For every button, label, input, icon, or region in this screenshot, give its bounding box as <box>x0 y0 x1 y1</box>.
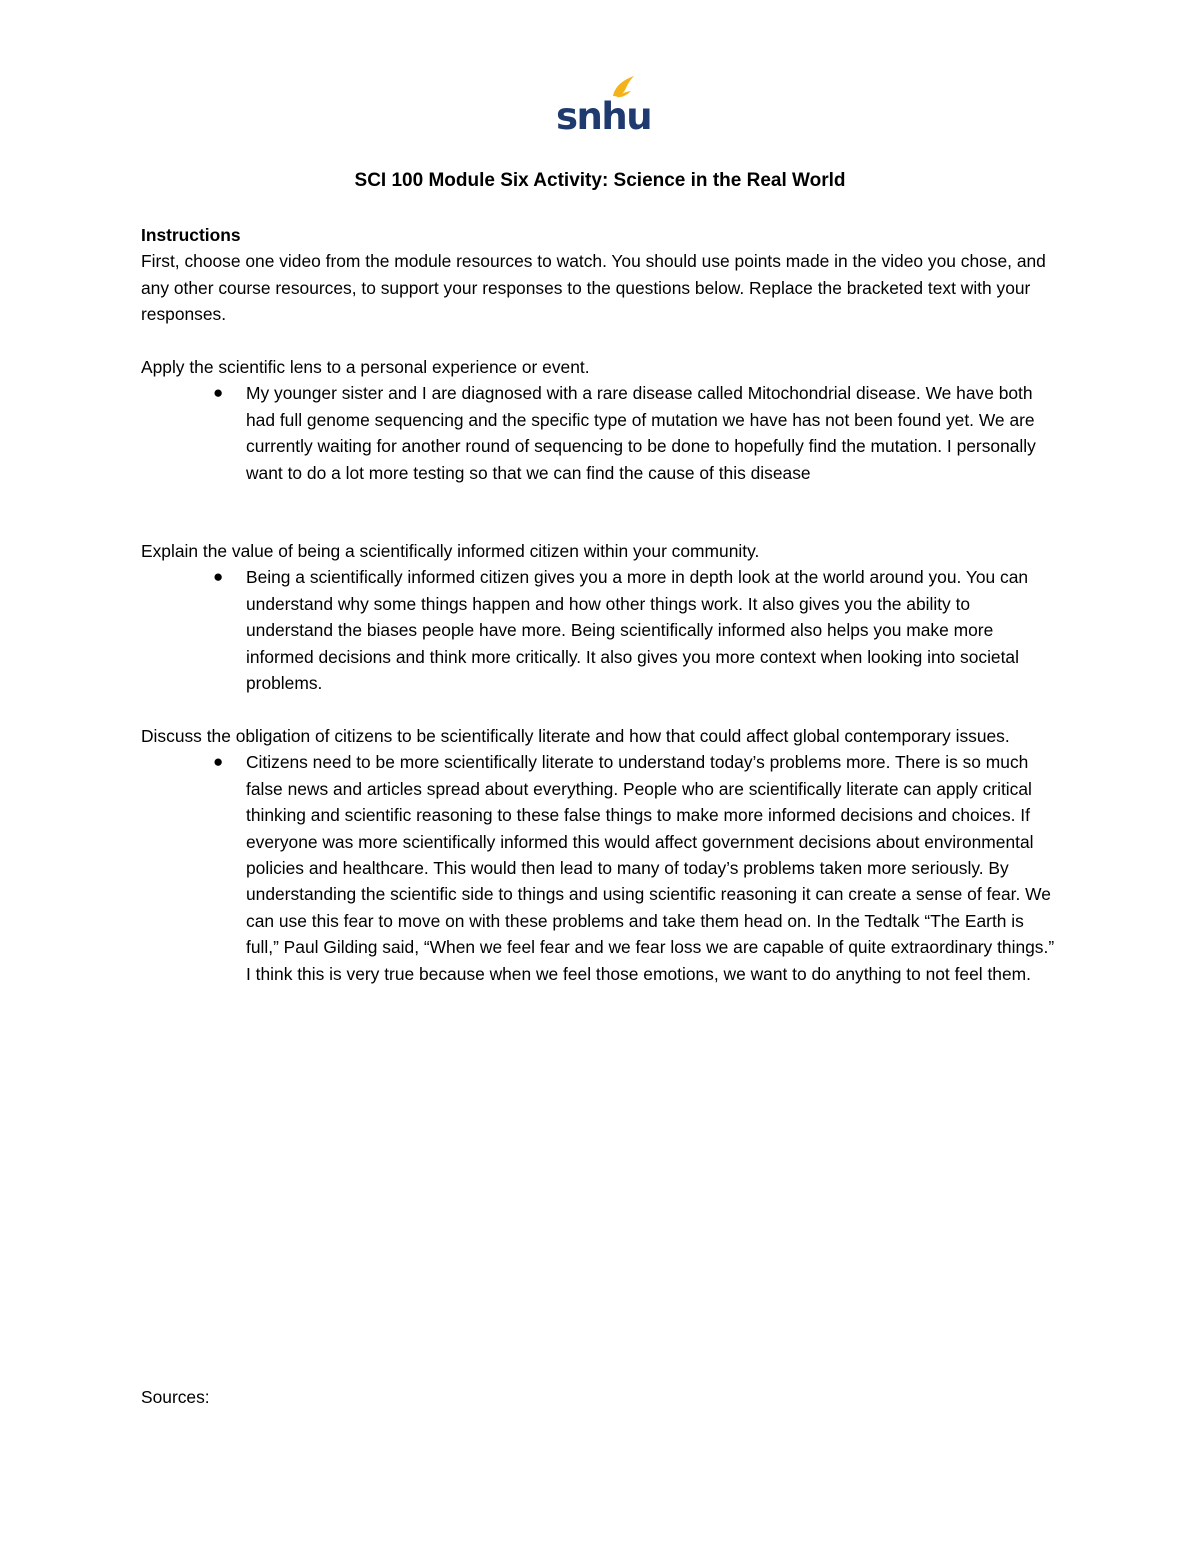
question-prompt: Discuss the obligation of citizens to be scientifically literate and how that could affect global contemporary issues. <box>141 726 1010 746</box>
answer-list-item <box>213 380 1061 486</box>
question-section-1 <box>141 354 1071 486</box>
document-title: SCI 100 Module Six Activity: Science in the Real World <box>354 170 846 191</box>
bullet-icon: ● <box>213 383 224 403</box>
question-section-3 <box>141 723 1071 987</box>
instructions-block <box>141 222 1071 328</box>
question-section-2 <box>141 538 1071 696</box>
answer-list-item <box>213 749 1061 987</box>
instructions-heading: Instructions <box>141 225 241 245</box>
snhu-logo <box>555 74 652 138</box>
answer-text: Citizens need to be more scientifically literate to understand today’s problems more. There is so much false news and articles spread about everything. People who are scientifically literate can apply critical thinking and scientific reasoning to these false things to make more informed decisions and choices. If everyone was more scientifically informed this would affect government decisions about environmental policies and healthcare. This would then lead to many of today’s problems taken more seriously. By understanding the scientific side to things and using scientific reasoning it can create a sense of fear. We can use this fear to move on with these problems and take them head on. In the Tedtalk “The Earth is full,” Paul Gilding said, “When we feel fear and we fear loss we are capable of quite extraordinary things.” I think this is very true because when we feel those emotions, we want to do anything to not feel them. <box>246 752 1055 984</box>
instructions-text: First, choose one video from the module resources to watch. You should use points made in the video you chose, and any other course resources, to support your responses to the questions below. Replace the bracketed text with your responses. <box>141 251 1046 325</box>
bullet-icon: ● <box>213 567 224 587</box>
answer-text: Being a scientifically informed citizen gives you a more in depth look at the world around you. You can understand why some things happen and how other things work. It also gives you the ability to understand the biases people have more. Being scientifically informed also helps you make more informed decisions and think more critically. It also gives you more context when looking into societal problems. <box>246 567 1029 694</box>
question-prompt: Explain the value of being a scientifically informed citizen within your community. <box>141 541 760 561</box>
bullet-icon: ● <box>213 752 224 772</box>
flame-leaf-icon <box>555 74 652 138</box>
sources-label: Sources: <box>141 1387 210 1407</box>
answer-text: My younger sister and I are diagnosed with a rare disease called Mitochondrial disease. We have both had full genome sequencing and the specific type of mutation we have has not been found yet. We are currently waiting for another round of sequencing to be done to hopefully find the mutation. I personally want to do a lot more testing so that we can find the cause of this disease <box>246 383 1036 483</box>
answer-list-item <box>213 564 1061 696</box>
svg-text:snhu: snhu <box>556 95 652 138</box>
question-prompt: Apply the scientific lens to a personal experience or event. <box>141 357 590 377</box>
